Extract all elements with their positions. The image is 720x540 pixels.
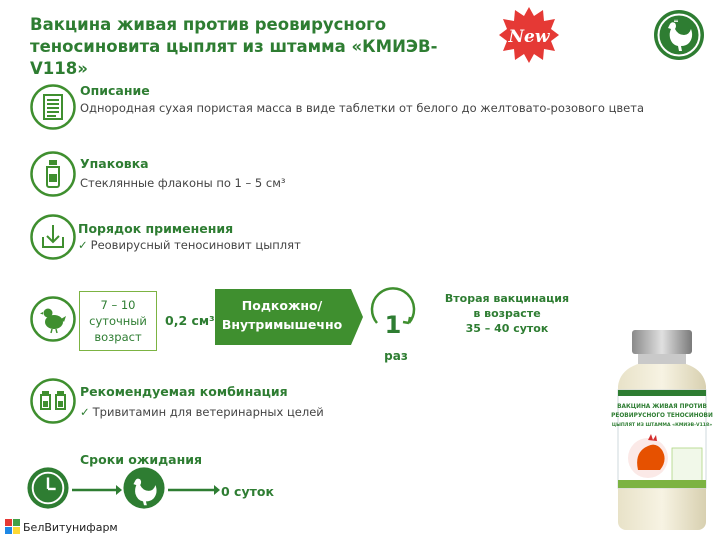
age-box — [79, 291, 157, 351]
age-line-2: суточный — [89, 314, 147, 328]
description-heading: Описание — [80, 83, 150, 98]
chicken-icon — [652, 8, 706, 62]
chick-icon — [30, 296, 76, 342]
withdrawal-value: 0 суток — [221, 484, 274, 499]
dose-value: 0,2 см³ — [165, 313, 215, 328]
company-name: БелВитунифарм — [23, 521, 118, 534]
bottle-label-line-2: РЕОВИРУСНОГО ТЕНОСИНОВИ — [611, 413, 713, 419]
bottle-label-line-3: ЦЫПЛЯТ ИЗ ШТАММА «КМИЭВ-V118» — [611, 423, 713, 428]
second-vaccination-line-1: Вторая вакцинация — [444, 292, 570, 305]
application-item-text: Реовирусный теносиновит цыплят — [90, 238, 301, 252]
arrow-line-1 — [72, 485, 122, 495]
route-line-2: Внутримышечно — [221, 317, 343, 332]
route-line-1: Подкожно/ — [241, 298, 323, 313]
times-number: 1 — [384, 311, 402, 339]
check-icon: ✓ — [80, 405, 90, 419]
packaging-heading: Упаковка — [80, 156, 149, 171]
vials-pair-icon — [30, 378, 76, 424]
second-vaccination — [432, 291, 582, 336]
second-vaccination-line-3: 35 – 40 суток — [465, 322, 549, 335]
page-title: Вакцина живая против реовирусного теносиновита цыплят из штамма «КМИЭВ-V118» — [30, 15, 438, 78]
bottle-label-line-1: ВАКЦИНА ЖИВАЯ ПРОТИВ — [617, 404, 707, 410]
combination-heading: Рекомендуемая комбинация — [80, 384, 288, 399]
application-heading: Порядок применения — [78, 221, 234, 236]
age-line-3: возраст — [94, 330, 142, 344]
arrow-line-2 — [168, 485, 220, 495]
application-item — [78, 238, 301, 252]
hen-icon — [122, 466, 166, 510]
new-badge — [498, 6, 560, 64]
clock-icon — [26, 466, 70, 510]
second-vaccination-line-2: в возрасте — [473, 307, 541, 320]
description-text: Однородная сухая пористая масса в виде таблетки от белого до желтовато-розового цвета — [80, 101, 644, 115]
company-logo-icon — [5, 519, 20, 534]
times-unit: раз — [384, 349, 408, 363]
age-line-1: 7 – 10 — [100, 298, 136, 312]
combination-item-text: Тривитамин для ветеринарных целей — [92, 405, 324, 419]
new-badge-label: New — [508, 27, 550, 47]
combination-item — [80, 405, 324, 419]
route-label — [217, 296, 347, 334]
document-icon — [30, 84, 76, 130]
vial-icon — [30, 151, 76, 197]
check-icon: ✓ — [78, 238, 88, 252]
vaccine-bottle-image — [608, 328, 716, 534]
withdrawal-heading: Сроки ожидания — [80, 452, 203, 467]
packaging-text: Стеклянные флаконы по 1 – 5 см³ — [80, 176, 286, 190]
download-arrow-icon — [30, 214, 76, 260]
